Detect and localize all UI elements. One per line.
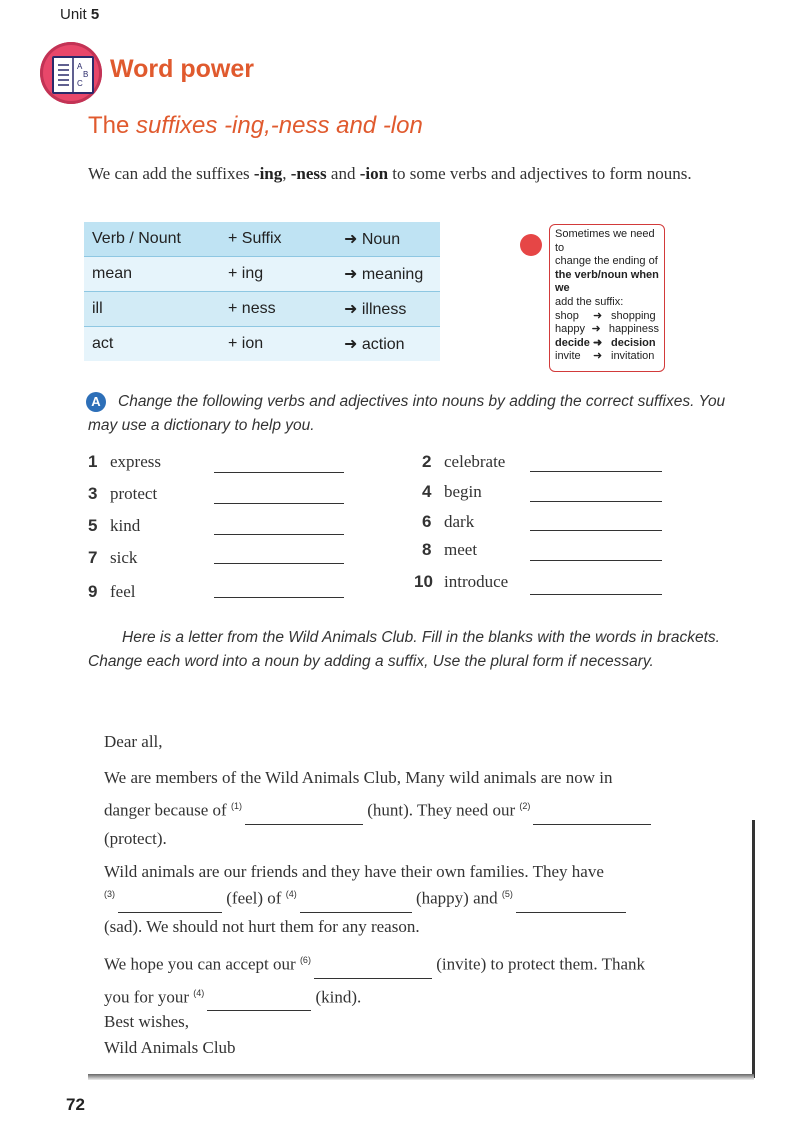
table-cell: ➜ illness xyxy=(336,292,440,327)
answer-blank[interactable] xyxy=(530,501,662,502)
answer-blank[interactable] xyxy=(214,503,344,504)
letter-line: (protect). xyxy=(104,828,167,848)
letter-blank[interactable] xyxy=(314,960,432,979)
letter-greeting: Dear all, xyxy=(104,732,163,751)
letter-line: danger because of $^{(1)}$ (hunt). They need our $^{(2)}$ xyxy=(104,792,744,825)
table-cell: + ness xyxy=(220,292,336,327)
tip-pair: invite ➜ invitation xyxy=(555,350,655,363)
icon-letter-b: B xyxy=(83,70,89,79)
unit-text: Unit xyxy=(60,6,87,23)
intro-part: and xyxy=(326,164,360,183)
exercise-item: 4 begin xyxy=(422,482,482,501)
letter-paragraph-3 xyxy=(104,946,744,1011)
letter-line: you for your $^{(4)}$ (kind). xyxy=(104,979,744,1012)
blank-number: (5) xyxy=(501,889,513,899)
letter-closing: Best wishes, xyxy=(104,1012,189,1031)
suffix-ness: -ness xyxy=(290,164,327,183)
answer-blank[interactable] xyxy=(214,534,344,535)
blank-number: (4) xyxy=(193,987,205,998)
tip-line: change the ending of xyxy=(555,255,658,268)
subtitle-lead: The xyxy=(88,112,130,139)
unit-label xyxy=(60,6,99,23)
suffix-table xyxy=(84,222,440,361)
subtitle xyxy=(88,112,423,140)
tip-pair: happy ➜ happiness xyxy=(555,323,659,336)
intro-part: , xyxy=(282,164,291,183)
letter-signature: Wild Animals Club xyxy=(104,1038,236,1057)
section-title: Word power xyxy=(110,55,254,83)
table-row xyxy=(84,292,440,327)
unit-number: 5 xyxy=(90,6,100,23)
letter-line: We are members of the Wild Animals Club, Many wild animals are now in xyxy=(104,768,613,787)
blank-number: (1) xyxy=(230,801,242,811)
tip-line: add the suffix: xyxy=(555,295,624,308)
exercise-item: 6 dark xyxy=(422,512,475,531)
blank-number: (2) xyxy=(519,801,531,811)
answer-blank[interactable] xyxy=(214,597,344,598)
tip-line: Sometimes we need to xyxy=(555,228,655,254)
subtitle-rest: suffixes -ing,-ness and -lon xyxy=(136,112,423,139)
answer-blank[interactable] xyxy=(530,471,662,472)
letter-border xyxy=(752,820,755,1078)
exercise-item: 1 express xyxy=(88,452,161,471)
intro-part: to some verbs and adjectives to form nouns. xyxy=(388,164,692,183)
letter-line: $^{(3)}$ (feel) of $^{(4)}$ (happy) and $^{(5)}$ xyxy=(104,880,744,913)
table-row xyxy=(84,257,440,292)
exercise-item: 5 kind xyxy=(88,516,141,535)
blank-number: (4) xyxy=(285,889,297,899)
icon-letter-c: C xyxy=(77,79,83,88)
table-cell: act xyxy=(84,327,220,362)
exercise-item: 2 celebrate xyxy=(422,452,506,471)
letter-blank[interactable] xyxy=(245,806,363,825)
exercise-item: 3 protect xyxy=(88,484,158,503)
icon-letter-a: A xyxy=(77,62,83,71)
tip-pair: shop ➜ shopping xyxy=(555,309,656,322)
table-cell: + ion xyxy=(220,327,336,362)
letter-blank[interactable] xyxy=(118,894,222,913)
book-icon xyxy=(40,42,102,104)
table-cell: ➜ meaning xyxy=(336,257,440,292)
letter-shadow xyxy=(88,1074,754,1080)
answer-blank[interactable] xyxy=(214,472,344,473)
intro-text xyxy=(88,160,758,188)
letter-line: Wild animals are our friends and they have their own families. They have xyxy=(104,862,604,881)
exercise-a-instruction: Change the following verbs and adjectives into nouns by adding the correct suffixes. You may use a dictionary to help you. xyxy=(88,393,726,434)
letter-line: (sad). We should not hurt them for any reason. xyxy=(104,916,420,936)
letter-paragraph-1 xyxy=(104,764,744,853)
suffix-ing: -ing xyxy=(253,164,283,183)
intro-part: We can add the suffixes xyxy=(88,164,254,183)
table-header: Verb / Nount xyxy=(84,222,220,257)
answer-blank[interactable] xyxy=(530,560,662,561)
tip-line: the verb/noun when we xyxy=(555,268,659,295)
exercise-b-instruction: Here is a letter from the Wild Animals Club. Fill in the blanks with the words in brackets. Change each word into a noun by adding a suffix, Use the plural form if necessary. xyxy=(88,629,720,670)
tip-pair: decide ➜ decision xyxy=(555,336,656,349)
letter-blank[interactable] xyxy=(207,992,311,1011)
answer-blank[interactable] xyxy=(530,594,662,595)
suffix-ion: -ion xyxy=(359,164,389,183)
table-cell: ill xyxy=(84,292,220,327)
exercise-item: 9 feel xyxy=(88,582,136,601)
blank-number: (3) xyxy=(104,889,115,899)
answer-blank[interactable] xyxy=(214,563,344,564)
table-header: + Suffix xyxy=(220,222,336,257)
letter-blank[interactable] xyxy=(300,894,412,913)
table-cell: mean xyxy=(84,257,220,292)
exercise-item: 7 sick xyxy=(88,548,138,567)
table-header: ➜ Noun xyxy=(336,222,440,257)
exercise-a-badge: A xyxy=(86,392,106,412)
exercise-item: 8 meet xyxy=(422,540,478,559)
tip-marker-icon xyxy=(520,234,542,256)
letter-line: We hope you can accept our $^{(6)}$ (invite) to protect them. Thank xyxy=(104,946,744,979)
table-cell: ➜ action xyxy=(336,327,440,362)
page-number: 72 xyxy=(66,1095,85,1114)
letter-paragraph-2 xyxy=(104,858,744,941)
table-cell: + ing xyxy=(220,257,336,292)
tip-box xyxy=(549,224,665,372)
table-row xyxy=(84,327,440,362)
answer-blank[interactable] xyxy=(530,530,662,531)
letter-blank[interactable] xyxy=(516,894,626,913)
exercise-item: 10 introduce xyxy=(414,572,509,591)
blank-number: (6) xyxy=(299,955,311,965)
letter-blank[interactable] xyxy=(533,806,651,825)
